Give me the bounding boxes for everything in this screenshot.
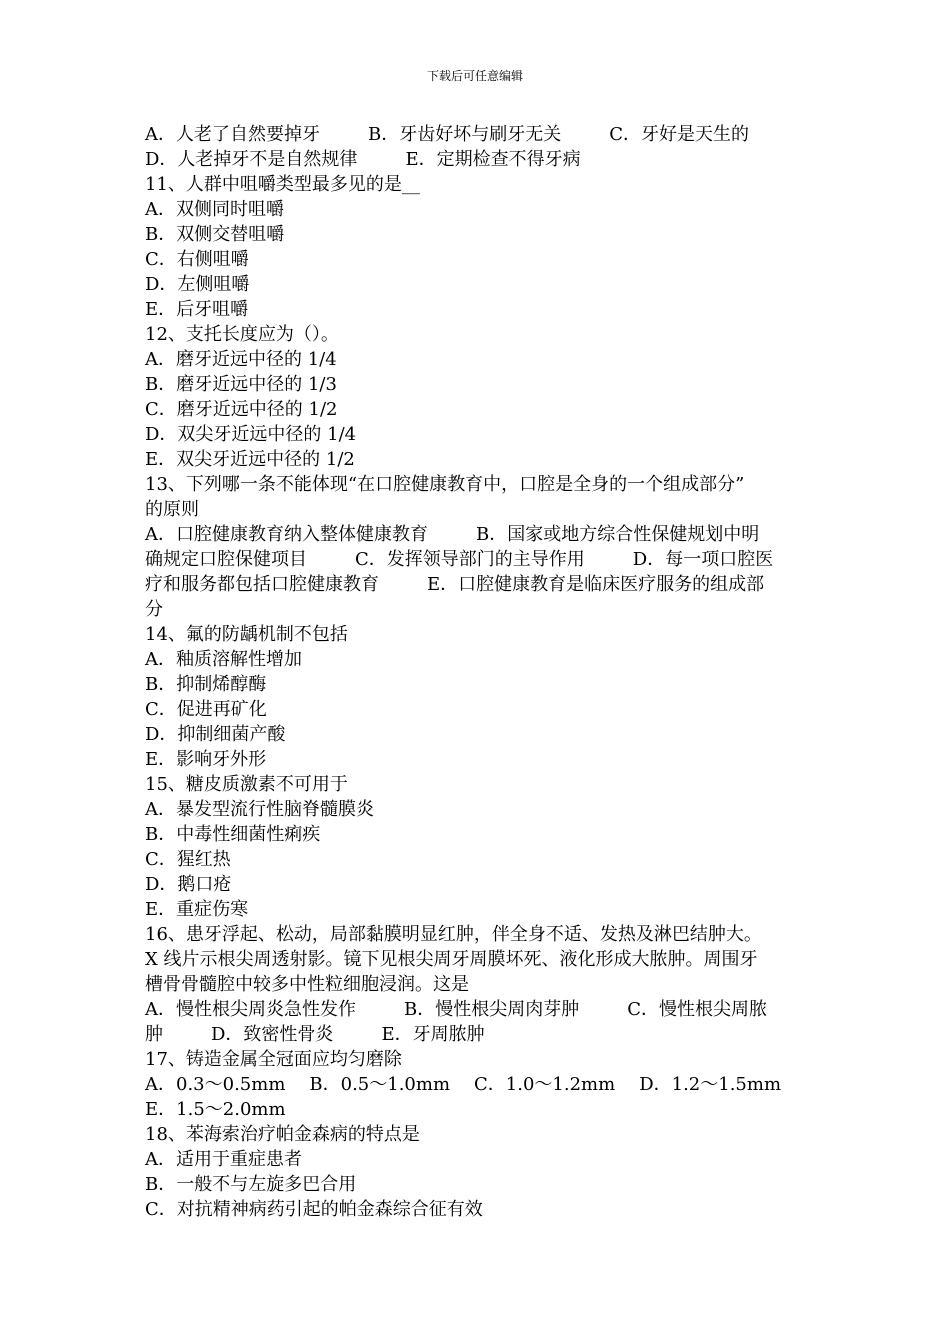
text-segment: A．双侧同时咀嚼 bbox=[145, 199, 284, 220]
text-line bbox=[145, 347, 825, 372]
text-segment: C．磨牙近远中径的 1/2 bbox=[145, 399, 338, 420]
text-line bbox=[145, 672, 825, 697]
text-segment: A．适用于重症患者 bbox=[145, 1149, 302, 1170]
text-segment: X 线片示根尖周透射影。镜下见根尖周牙周膜坏死、液化形成大脓肿。周围牙 bbox=[145, 949, 758, 970]
text-segment: 18、苯海索治疗帕金森病的特点是 bbox=[145, 1124, 420, 1145]
text-line bbox=[145, 147, 825, 172]
text-segment: E．1.5～2.0mm bbox=[145, 1099, 286, 1120]
text-segment: 疗和服务都包括口腔健康教育 bbox=[145, 574, 379, 595]
text-line bbox=[145, 1022, 825, 1047]
text-segment: A．口腔健康教育纳入整体健康教育 bbox=[145, 524, 428, 545]
text-segment: C．牙好是天生的 bbox=[609, 124, 750, 145]
text-segment: B．一般不与左旋多巴合用 bbox=[145, 1174, 357, 1195]
text-segment: E．定期检查不得牙病 bbox=[405, 149, 581, 170]
text-line bbox=[145, 1097, 825, 1122]
text-line bbox=[145, 397, 825, 422]
text-segment: 确规定口腔保健项目 bbox=[145, 549, 307, 570]
text-line bbox=[145, 597, 825, 622]
text-line bbox=[145, 697, 825, 722]
text-segment: 15、糖皮质激素不可用于 bbox=[145, 774, 348, 795]
text-segment: B．国家或地方综合性保健规划中明 bbox=[476, 524, 760, 545]
text-segment: C．右侧咀嚼 bbox=[145, 249, 249, 270]
text-line bbox=[145, 647, 825, 672]
text-line bbox=[145, 447, 825, 472]
text-segment: D．左侧咀嚼 bbox=[145, 274, 250, 295]
text-segment: E．影响牙外形 bbox=[145, 749, 267, 770]
text-segment: C．对抗精神病药引起的帕金森综合征有效 bbox=[145, 1199, 483, 1220]
text-line bbox=[145, 797, 825, 822]
page-header: 下载后可任意编辑 bbox=[426, 69, 523, 83]
text-segment: D．每一项口腔医 bbox=[632, 549, 774, 570]
question-list bbox=[145, 122, 825, 1222]
text-line bbox=[145, 322, 825, 347]
text-segment: D．致密性骨炎 bbox=[211, 1024, 334, 1045]
text-segment: E．双尖牙近远中径的 1/2 bbox=[145, 449, 355, 470]
text-line bbox=[145, 897, 825, 922]
text-line bbox=[145, 997, 825, 1022]
text-segment: D．双尖牙近远中径的 1/4 bbox=[145, 424, 357, 445]
text-segment: A．磨牙近远中径的 1/4 bbox=[145, 349, 337, 370]
text-line bbox=[145, 972, 825, 997]
text-segment: E．后牙咀嚼 bbox=[145, 299, 249, 320]
text-segment: 的原则 bbox=[145, 499, 199, 520]
text-segment: 肿 bbox=[145, 1024, 163, 1045]
text-line bbox=[145, 422, 825, 447]
text-segment: D．鹅口疮 bbox=[145, 874, 232, 895]
text-line bbox=[145, 272, 825, 297]
text-line bbox=[145, 497, 825, 522]
text-line bbox=[145, 522, 825, 547]
text-line bbox=[145, 222, 825, 247]
text-segment: 17、铸造金属全冠面应均匀磨除 bbox=[145, 1049, 402, 1070]
text-line bbox=[145, 122, 825, 147]
text-segment: C．慢性根尖周脓 bbox=[627, 999, 768, 1020]
text-line bbox=[145, 622, 825, 647]
text-segment: A．釉质溶解性增加 bbox=[145, 649, 302, 670]
text-segment: 槽骨骨髓腔中较多中性粒细胞浸润。这是 bbox=[145, 974, 469, 995]
text-segment: B．0.5～1.0mm bbox=[309, 1074, 451, 1095]
text-line bbox=[145, 922, 825, 947]
text-line bbox=[145, 947, 825, 972]
text-segment: A．人老了自然要掉牙 bbox=[145, 124, 320, 145]
text-segment: E．口腔健康教育是临床医疗服务的组成部 bbox=[427, 574, 765, 595]
text-segment: C．猩红热 bbox=[145, 849, 231, 870]
text-segment: 13、下列哪一条不能体现“在口腔健康教育中，口腔是全身的一个组成部分” bbox=[145, 474, 745, 495]
text-segment: B．磨牙近远中径的 1/3 bbox=[145, 374, 337, 395]
text-line bbox=[145, 572, 825, 597]
text-line bbox=[145, 1197, 825, 1222]
text-segment: A．0.3～0.5mm bbox=[145, 1074, 286, 1095]
text-segment: 12、支托长度应为（）。 bbox=[145, 324, 339, 345]
text-segment: 11、人群中咀嚼类型最多见的是__ bbox=[145, 174, 420, 195]
text-line bbox=[145, 1122, 825, 1147]
text-segment: E．牙周脓肿 bbox=[381, 1024, 485, 1045]
text-segment: C．发挥领导部门的主导作用 bbox=[355, 549, 585, 570]
text-segment: 16、患牙浮起、松动，局部黏膜明显红肿，伴全身不适、发热及淋巴结肿大。 bbox=[145, 924, 762, 945]
text-segment: A．慢性根尖周炎急性发作 bbox=[145, 999, 356, 1020]
text-line bbox=[145, 247, 825, 272]
text-line bbox=[145, 297, 825, 322]
text-line bbox=[145, 472, 825, 497]
text-segment: B．慢性根尖周肉芽肿 bbox=[404, 999, 580, 1020]
text-segment: C．1.0～1.2mm bbox=[474, 1074, 616, 1095]
text-segment: A．暴发型流行性脑脊髓膜炎 bbox=[145, 799, 374, 820]
text-line bbox=[145, 1072, 825, 1097]
text-segment: B．牙齿好坏与刷牙无关 bbox=[368, 124, 562, 145]
text-line bbox=[145, 1147, 825, 1172]
text-segment: D．人老掉牙不是自然规律 bbox=[145, 149, 358, 170]
text-segment: E．重症伤寒 bbox=[145, 899, 249, 920]
text-segment: B．双侧交替咀嚼 bbox=[145, 224, 285, 245]
text-line bbox=[145, 722, 825, 747]
text-line bbox=[145, 772, 825, 797]
text-line bbox=[145, 822, 825, 847]
text-line bbox=[145, 1047, 825, 1072]
text-segment: 分 bbox=[145, 599, 163, 620]
text-segment: D．1.2～1.5mm bbox=[639, 1074, 782, 1095]
text-segment: 14、氟的防龋机制不包括 bbox=[145, 624, 348, 645]
text-line bbox=[145, 1172, 825, 1197]
text-segment: D．抑制细菌产酸 bbox=[145, 724, 286, 745]
text-line bbox=[145, 547, 825, 572]
text-line bbox=[145, 847, 825, 872]
text-line bbox=[145, 372, 825, 397]
text-segment: B．中毒性细菌性痢疾 bbox=[145, 824, 321, 845]
text-segment: C．促进再矿化 bbox=[145, 699, 267, 720]
text-segment: B．抑制烯醇酶 bbox=[145, 674, 267, 695]
text-line bbox=[145, 197, 825, 222]
text-line bbox=[145, 747, 825, 772]
text-line bbox=[145, 872, 825, 897]
text-line bbox=[145, 172, 825, 197]
